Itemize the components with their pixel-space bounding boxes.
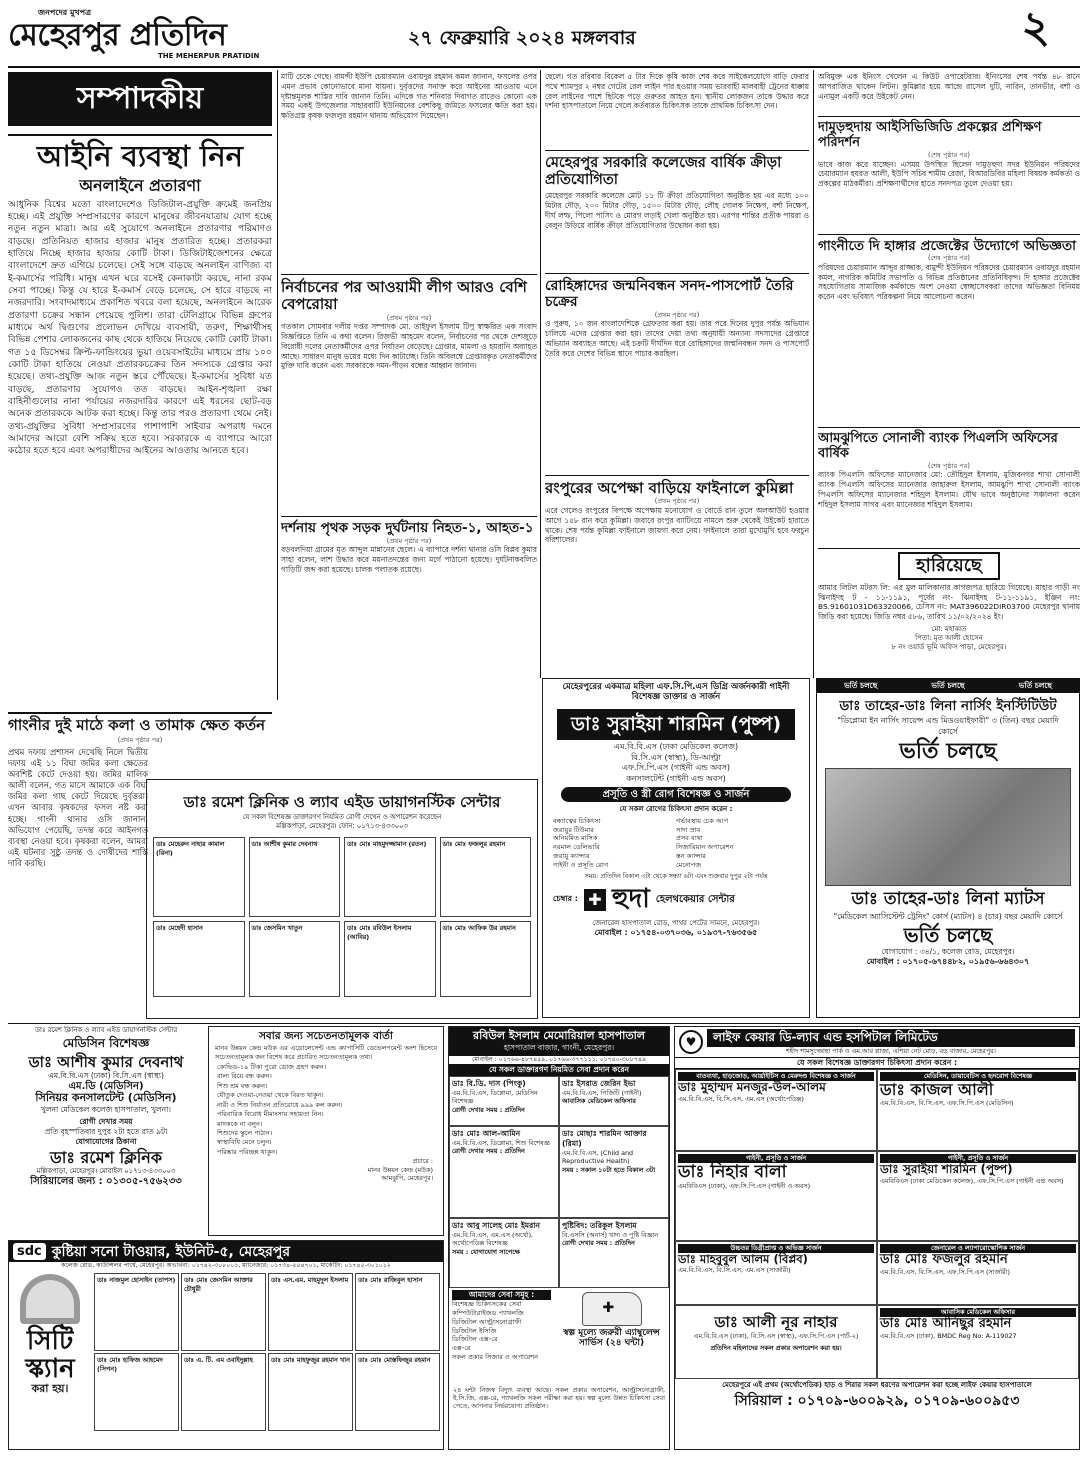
ad-lifecare-doctor-name: ডাঃ আলী নূর নাহার bbox=[714, 1313, 838, 1332]
ad-robiul-service: এক্স-রে bbox=[452, 1344, 471, 1353]
notice-awareness-item: মাদককে না বলুন। bbox=[217, 1119, 263, 1128]
ad-sharmin-chamber-label: চেম্বার : bbox=[553, 894, 578, 904]
ad-sono-doctor-name: ডাঃ নাজমুল হোসাইন (তাপস) bbox=[97, 1276, 176, 1285]
ambulance-cross: ✚ bbox=[602, 1299, 615, 1316]
ad-lifecare-serial: সিরিয়াল : ০১৭০৯-৬০০৯২৯, ০১৭০৯-৬০০৯৫৩ bbox=[734, 1392, 1020, 1409]
ad-sono-doctor-name: ডাঃ এ. টি. এম ওবাইদুল্লাহ bbox=[184, 1356, 253, 1365]
lost-notice bbox=[818, 548, 1080, 676]
ad-sono-doctor bbox=[181, 1353, 266, 1431]
ad-sono-logo: sdc bbox=[13, 1243, 46, 1260]
ad-ramesh-grid bbox=[147, 831, 537, 1003]
col4-headline-2: গাংনীতে দি হাঙ্গার প্রজেক্টের উদ্যোগে অভিজ্ঞতা bbox=[818, 234, 1080, 255]
ad-sharmin-list-title: যে সকল রোগের চিকিৎসা প্রদান করেন : bbox=[619, 805, 733, 814]
col2-body-1: গতকাল সোমবার দলীয় দপ্তর সম্পাদক মো. তাইফুল ইসলাম টিপু স্বাক্ষরিত এক সংবাদ বিজ্ঞপ্তিতে তিনি এ কথা বলেন। রিজভী আহমেদ বলেন, নির্বাচনের পর থেকে দেশজুড়ে বিরোধী দলের নেতাকর্মীদের ওপর নির্যাতন বেড়েছে। গ্রেপ্তার, মামলা ও হয়রানি অব্যাহত আছে। সাধারণ মানুষ ভয়ের মধ্যে দিন কাটাচ্ছে। তিনি অবিলম্বে গ্রেপ্তারকৃত নেতাকর্মীদের মুক্তি দাবি করেন এবং সরকারকে দমন-পীড়ন বন্ধের আহ্বান জানান। bbox=[281, 322, 537, 371]
col4-continued-3: (শেষ পৃষ্ঠার পর) bbox=[928, 461, 970, 470]
notice-awareness-item: বাল্য বিয়ে বন্ধ করুন। bbox=[217, 1072, 272, 1081]
ad-medicine-contact-h: যোগাযোগের ঠিকানা bbox=[75, 1136, 137, 1146]
ad-lifecare-doctor bbox=[675, 1305, 877, 1379]
notice-awareness-footer bbox=[209, 1157, 443, 1182]
ad-robiul-service: ডিজিটাল এক্স-রে bbox=[452, 1335, 498, 1344]
ad-lifecare-doctor-name: ডাঃ নিহার বালা bbox=[678, 1161, 787, 1182]
story-tobacco-continued: (প্রথম পৃষ্ঠার পর) bbox=[117, 736, 163, 745]
ad-medicine-time-h: রোগী দেখার সময় bbox=[79, 1116, 133, 1126]
ad-lifecare-note: প্রতিদিন মহিলাদের সকল প্রকার অপারেশন করা হয়। bbox=[710, 1343, 842, 1352]
ad-medicine-addr: মল্লিকপাড়া, মেহেরপুর। মোবাইল ০১৭১৩-৪৩৩০০৩ bbox=[36, 1167, 176, 1175]
ad-robiul-doctor bbox=[449, 1218, 559, 1288]
ad-sharmin-item: জরায়ুর টিউমার bbox=[553, 825, 594, 834]
col3-headline-3: রংপুরের অপেক্ষা বাড়িয়ে ফাইনালে কুমিল্লা bbox=[545, 475, 809, 497]
ad-medicine-md: এম.ডি (মেডিসিন) bbox=[68, 1080, 144, 1092]
ad-robiul-ambulance-text: স্বল্প মূল্যে জরুরী এ্যাম্বুলেন্স সার্ভিস (২৪ ঘন্টা) bbox=[563, 1327, 660, 1348]
ad-lifecare-doctor-info: এম.বি.বি.এস, বি.সি.এস, এফ.সি.পি.এস (মেডিসিন) bbox=[880, 1099, 1014, 1108]
ad-robiul-doctor-time: রোগী দেখার সময় : প্রতিদিন bbox=[562, 1239, 635, 1248]
col3-body-1: মেহেরপুর সরকারি কলেজে মোট ১১ টি ক্রীড়া প্রতিযোগিতা অনুষ্ঠিত হয় এর মধ্যে ১০০ মিটার দৌড়, ২০০ মিটার দৌড়, ১৫০০ মিটার দৌড়, লৌহ গোলক নিক্ষেপ, বর্শা নিক্ষেপ, দীর্ঘ লম্ফ, পিলো পাসিং ও মোরগ লড়াই খেলা অনুষ্ঠিত হয়। এরপর শান্তির প্রতীক পায়রা ও বেলুন উড়িয়ে বার্ষিক ক্রীড়া প্রতিযোগিতার উদ্বোধন করা হয়। bbox=[545, 191, 809, 230]
ad-ramesh-doctor-name: ডাঃ জেসমিন খাতুন bbox=[251, 924, 303, 933]
ad-robiul-doctor-info: এম.বি.বি.এস, ডিপ্লোমা, শিশু বিশেষজ্ঞ bbox=[452, 1138, 550, 1147]
ad-robiul-doctor-info: এম.বি.বি.এস, ডিপ্লোমা, মেডিসিন বিশেষজ্ঞ bbox=[452, 1088, 538, 1106]
ad-sono-doctor bbox=[181, 1273, 266, 1351]
notice-awareness-item: কোভিড-১৯ টিকা পুরো ডোজ গ্রহণ করুন। bbox=[217, 1062, 327, 1071]
lost-notice-sig-name: মো: মহাব্বত bbox=[931, 624, 967, 633]
ad-lifecare-header bbox=[675, 1027, 1079, 1057]
ad-robiul-doctor bbox=[559, 1076, 669, 1126]
ambulance-icon bbox=[582, 1292, 642, 1326]
ad-sharmin-top: মেহেরপুরের একমাত্র মহিলা এফ.সি.পি.এস ডিগ্রি অর্জনকারী গাইনী বিশেষজ্ঞ ডাক্তার ও সার্জন bbox=[562, 682, 790, 702]
column-3 bbox=[545, 72, 809, 672]
col4-body-3: ব্যাংক পিএলসি অফিসের ম্যানেজার মো: তৌহিদুল ইসলাম, মুজিবনগর শাখা সোনালী ব্যাংক পিএলসি অফিসের ম্যানেজার জাহারুল ইসলাম, আমঝুপি শাখা সোনালী ব্যাংক পিএলসি অফিসের ম্যানেজার শহিদুল ইসলাম। যৌথ ভাবে অনুষ্ঠানের সঞ্চালনা করেন শহিদুল ইসলাম সাগর এবং ম্যানেজার শহিদুল ইসলাম। bbox=[818, 470, 1080, 509]
ad-lifecare-doctor-name: ডাঃ মোঃ ফজলুর রহমান bbox=[880, 1251, 1008, 1267]
ad-sharmin-item: মেনোপজ bbox=[676, 861, 702, 870]
ad-sono-grid bbox=[91, 1270, 443, 1434]
ad-sharmin-item: সাদা স্রাব bbox=[676, 825, 701, 834]
ad-sharmin-center: হুদা bbox=[611, 884, 650, 915]
masthead-title-en: THE MEHERPUR PRATIDIN bbox=[158, 52, 260, 60]
editorial-section-title: সম্পাদকীয় bbox=[76, 81, 204, 117]
ad-medicine-name: ডাঃ আশীষ কুমার দেবনাথ bbox=[28, 1052, 184, 1071]
ad-ramesh-title: ডাঃ রমেশ ক্লিনিক ও ল্যাব এইড ডায়াগনস্টিক সেন্টার bbox=[183, 793, 501, 811]
notice-awareness-item: স্বাস্থ্যবিধি মেনে চলুন। bbox=[217, 1138, 272, 1147]
ad-lifecare-list-h: যে সকল বিশেষজ্ঞ ডাক্তারগণ চিকিৎসা প্রদান করেন : bbox=[675, 1057, 1079, 1069]
ad-medicine-time: প্রতি বৃহস্পতিবার দুপুর ২টা হতে রাত ৯টা bbox=[44, 1126, 168, 1136]
ad-robiul-doctor-info: এম.বি.বি.এস, পিজিটি (গাইনী) bbox=[562, 1088, 642, 1097]
col2-continued-2: (প্রথম পৃষ্ঠার পর) bbox=[386, 536, 432, 545]
ad-sharmin-spec-wrap bbox=[561, 787, 791, 803]
ad-ramesh-doctor-name: ডাঃ মোঃ রবিউল ইসলাম (আবির) bbox=[347, 924, 412, 941]
ad-lifecare-doctor-dept: বাতব্যথা, হাড়জোড়, আর্থ্রাইটিস ও মেরুদণ্ড বিশেষজ্ঞ ও সার্জন bbox=[678, 1072, 874, 1080]
ad-nursing-name: ডাঃ তাহের-ডাঃ লিনা নার্সিং ইনস্টিটিউট bbox=[839, 697, 1057, 714]
lost-notice-sig-father: পিতা: মৃত আলী হোসেন bbox=[915, 633, 983, 642]
col3-body-2: ও পুরুষ, ১০ জন বাংলাদেশিকে গ্রেফতার করা হয়। তার পরে দিনের দুপুর পর্যন্ত অভিযান চালিয়ে এদের গ্রেপ্তার করা হয়। তাদের দেয়া তথ্য অনুযায়ী অন্যান্য সদস্যদের গ্রেপ্তারে অভিযান অব্যাহত আছে। এই চক্রটি দীর্ঘদিন ধরে রোহিঙ্গাদের জন্মনিবন্ধন সনদ ও পাসপোর্ট তৈরি করে দেশের বিভিন্ন স্থানে পাচার করছিল। bbox=[545, 319, 809, 358]
ad-robiul-services-row bbox=[449, 1288, 669, 1384]
masthead bbox=[8, 6, 1080, 66]
masthead-tagline: জনপদের মুখপত্র bbox=[38, 8, 91, 17]
ad-nursing-cta2: ভর্তি চলছে bbox=[903, 923, 993, 948]
ad-sono-doctor bbox=[355, 1273, 440, 1351]
ad-sono-tower bbox=[8, 1240, 444, 1450]
ad-robiul-doctor-time: রোগী দেখার সময় : প্রতিদিন bbox=[452, 1147, 525, 1156]
ad-dr-sharmin bbox=[542, 678, 810, 1018]
ad-medicine-hosp: খুলনা মেডিকেল কলেজ হাসপাতাল, খুলনা। bbox=[41, 1105, 171, 1115]
ad-robiul-service: বিশেষজ্ঞ চিকিৎসকের সেবা bbox=[452, 1299, 522, 1308]
ad-robiul-doctor bbox=[559, 1218, 669, 1288]
ad-lifecare-doctor bbox=[877, 1241, 1079, 1305]
ad-nursing-top bbox=[817, 679, 1079, 693]
ad-sharmin-deg4: কনসালটেন্ট (গাইনী এন্ড অবস) bbox=[626, 773, 726, 783]
ad-robiul-doctor-time: রোগী দেখার সময় : প্রতিদিন bbox=[452, 1105, 525, 1114]
ad-medicine-clinic: ডাঃ রমেশ ক্লিনিক bbox=[49, 1147, 163, 1167]
ad-ramesh-doctor bbox=[153, 921, 245, 997]
ad-sharmin-chamber bbox=[543, 880, 809, 918]
ad-sono-title: কুষ্টিয়া সনো টাওয়ার, ইউনিট-৫, মেহেরপুর bbox=[51, 1243, 291, 1260]
notice-awareness-item: যৌতুক দেওয়া-নেওয়া থেকে বিরত থাকুন। bbox=[217, 1091, 324, 1100]
ad-lifecare-doctor-dept: উচ্চতর ডিগ্রীপ্রাপ্ত ও অভিজ্ঞ সার্জন bbox=[678, 1244, 874, 1252]
notice-awareness-list bbox=[209, 1063, 443, 1157]
ad-sharmin-name-wrap bbox=[557, 709, 795, 741]
ad-lifecare-doctor-info: এম.বি.বি.এস, বি.সি.এস, এম.এস (অর্থোপেডিক্স) bbox=[678, 1094, 804, 1103]
ad-medicine-top: ডাঃ রমেশ ক্লিনিক ও ল্যাব এইড ডায়াগনস্টিক সেন্টার bbox=[34, 1026, 178, 1034]
ad-sharmin-item: স্তন ক্যান্সার bbox=[676, 852, 706, 861]
notice-awareness-item: পরিষ্কার পরিচ্ছন্ন থাকুন। bbox=[217, 1147, 278, 1156]
ad-robiul-doctor-info: এম.বি.বি.এস, এম.এস (অর্থো), অর্থোপেডিক্স বিশেষজ্ঞ bbox=[452, 1230, 534, 1248]
ad-robiul-footer: ২৪ ঘন্টা নিজস্ব বিদ্যুৎ ব্যবস্থা আছে। সকল প্রকার অপারেশন, আল্ট্রাসনোগ্রাফী, ই.সি.জি, এক্স-রে, প্যাথলজি সকল পরীক্ষা করা হয়। স্বল্প মূল্যে উন্নত চিকিৎসা সেবা পেতে, আপনার নির্ভরযোগ্য প্রতিষ্ঠান। bbox=[453, 1385, 665, 1411]
ad-sharmin-item: প্রসব ব্যথা bbox=[676, 834, 703, 843]
ad-robiul-list-h: যে সকল ডাক্তারগণ নিয়মিত সেবা প্রদান করেন bbox=[449, 1064, 669, 1076]
lost-notice-body: আমার লিটল মটরস লি: এর মুল মালিকানার কাগজপত্র হারিয়ে গিয়েছে। যাহার গাড়ী নং ঝিনাইদহ ট - ১১-১১৯১, পূর্বের নং- ঝিনাইদহ ট-১১-১১৯১, ইঞ্জিন নং: BS.91601031D63320066, চেসিস নং: MAT396022DIR03700 মেহেরপুর থানায় জিডি করা হয়েছে। জিডি নম্বর ৫৮৬, তারিখ ১১/০২/২০২৪ ইং। bbox=[818, 582, 1080, 622]
ad-lifecare-doctor-info: এম.বি.বি.এস (ঢাকা), BMDC Reg No: A-119027 bbox=[880, 1331, 1017, 1340]
page-number: ২ bbox=[1021, 6, 1050, 53]
ad-robiul-doctor-info: এম.বি.বি.এস, (Child and Reproductive Health) bbox=[562, 1148, 634, 1166]
lost-notice-signature bbox=[818, 625, 1080, 652]
ad-robiul-grid bbox=[449, 1076, 669, 1288]
ad-ramesh-clinic bbox=[146, 779, 538, 1019]
ad-robiul-doctor-name: পুষ্টিবিদ: তরিকুল ইসলাম bbox=[562, 1220, 637, 1230]
story-tobacco-body: প্রথম দফায় প্রশাসন দেখেছি নিলে দ্বিতীয় দফায় এই ১১ বিঘা জমির কলা ক্ষেতের অবশিষ্ট কেটে দেওয়া হয়। জমির মালিক আলী বলেন, গত মাসে আমাকে এক বিঘা জমির কলা গাছ কেটে দিয়েছে দুর্বৃত্তরা। এখন আবার কৃষকদের ফসল নষ্ট করা হচ্ছে। গাংনী থানার ওসি জানান, অভিযোগ পেয়েছি, তদন্ত করে আইনগত ব্যবস্থা নেওয়া হবে। কৃষকরা বলেন, আমরা এই ঘটনার সুষ্ঠু তদন্ত ও দোষীদের শাস্তি দাবি করছি। bbox=[8, 746, 148, 868]
ad-sono-doctor bbox=[268, 1353, 353, 1431]
ad-robiul-title: রবিউল ইসলাম মেমোরিয়াল হাসপাতাল bbox=[473, 1029, 645, 1042]
story-tobacco-headline: গাংনীর দুই মাঠে কলা ও তামাক ক্ষেত কর্তন bbox=[8, 712, 272, 734]
ad-lifecare-doctor-info: এমবিবিএস (ঢাকা মেডিকেল কলেজ), এফ.সি.পি.এস (গাইনী এন্ড অবস) bbox=[880, 1176, 1064, 1185]
ad-sono-header bbox=[9, 1241, 443, 1262]
ad-ramesh-doctor bbox=[344, 921, 436, 997]
ad-sono-doctor-name: ডাঃ এস.এম. মাহমুদুল ইসলাম bbox=[271, 1276, 349, 1285]
ad-lifecare-doctor-dept: মেডিসিন, ডায়াবেটিস ও হৃদরোগ বিশেষজ্ঞ bbox=[880, 1072, 1076, 1080]
ad-ramesh-doctor bbox=[440, 837, 532, 917]
ad-sono-doctor bbox=[94, 1353, 179, 1431]
col3-continued-3: (প্রথম পৃষ্ঠার পর) bbox=[654, 497, 700, 506]
ad-sharmin-degrees bbox=[543, 742, 809, 784]
ad-robiul-service: সকল প্রকার সিজার ও অপারেশন bbox=[452, 1353, 539, 1362]
ad-sono-side bbox=[9, 1270, 91, 1434]
ad-sono-doctor-name: ডাঃ মোঃ হাফিজ আহমেদ (সিপন) bbox=[97, 1356, 163, 1373]
notice-awareness bbox=[208, 1026, 444, 1236]
ad-robiul-doctor-time: সময় : সকাল ১০টা হতে বিকাল ৩টা bbox=[562, 1165, 656, 1174]
ad-sono-doctor-name: ডাঃ মোঃ রাজিবুল হাসান bbox=[358, 1276, 423, 1285]
ad-sharmin-spec: প্রসূতি ও স্ত্রী রোগ বিশেষজ্ঞ ও সার্জন bbox=[602, 788, 750, 800]
ad-ramesh-doctor-name: ডাঃ মেহেদী হাসান bbox=[156, 924, 203, 933]
ad-sharmin-name: ডাঃ সুরাইয়া শারমিন (পুষ্প) bbox=[570, 712, 782, 735]
ad-lifecare-doctor-info: এম.বি.বি.এস, বি.সি.এস, এম.এস (সার্জারী) bbox=[678, 1265, 791, 1274]
ad-ramesh-doctor-name: ডাঃ মোঃ মাহমুদজ্জামান (রতন) bbox=[347, 840, 427, 849]
ad-lifecare-doctor-name: ডাঃ কাজল আলী bbox=[880, 1079, 994, 1099]
ad-sharmin-item: গাইনী ও প্রসূতি রোগ bbox=[553, 861, 609, 870]
editorial-subhead: অনলাইনে প্রতারণা bbox=[79, 176, 201, 196]
ad-sono-doctor bbox=[94, 1273, 179, 1351]
notice-awareness-item: নারী ও শিশু নির্যাতন প্রতিরোধে ৯৯৯ কল করুন। bbox=[217, 1100, 343, 1109]
ad-sharmin-deg1: এম.বি.বি.এস (ঢাকা মেডিকেল কলেজ) bbox=[613, 742, 739, 752]
lost-notice-title-wrap bbox=[818, 552, 1080, 580]
ad-sharmin-visit: সময়: প্রতিদিন বিকাল ৩টা থেকে সন্ধ্যা ৬টা এবং শুক্রবার দুপুর ২টা পর্যন্ত bbox=[584, 872, 768, 881]
lifecare-logo-icon: ♥ bbox=[679, 1030, 703, 1054]
notice-awareness-footer-1: প্রচারে : bbox=[412, 1157, 433, 1166]
ad-lifecare-title: লাইফ কেয়ার ডি-ল্যাব এন্ড হসপিটাল লিমিটেড bbox=[707, 1029, 1075, 1047]
col4-headline-3: আমঝুপিতে সোনালী ব্যাংক পিএলসি অফিসের বার্ষিক bbox=[818, 427, 1080, 462]
masthead-date: ২৭ ফেব্রুয়ারি ২০২৪ মঙ্গলবার bbox=[408, 27, 636, 49]
ad-medicine-serial: সিরিয়ালের জন্য : ০১৩০৫-৭৫৬২৩৩ bbox=[30, 1175, 182, 1187]
ad-nursing-contact: যোগাযোগ : ৩৪/১, কলেজ রোড, মেহেরপুর। bbox=[881, 947, 1015, 957]
ad-ramesh-doctor-name: ডাঃ আশীষ কুমার দেবনাথ bbox=[251, 840, 318, 849]
col4-top-body: অবিমুক্ত এক ইনিংস খেলেন এ কিউট ওপারেটরার। ইনিংসের শেষ পর্যন্ত ৪৮ রানে আপরাজিত থাকেন লিটন। কুমিল্লার হয়ে আন্দ্রে রাসেল দুটি, নারিন, তানভীর, বর্শা ও এনামুল একটি করে উইকেট নেন। bbox=[818, 72, 1080, 101]
ad-sono-doctor-name: ডাঃ মোঃ মোস্তফিজুর রহমান bbox=[358, 1356, 431, 1365]
ad-robiul-doctor-info: বি.এসসি (অনার্স) খাদ্য ও পুষ্টি বিজ্ঞান bbox=[562, 1230, 659, 1239]
ad-sono-addr: কলেজ রোড, কাউন্সিলর পার্শ্বে, মেহেরপুর। অভ্যর্থনা: ০১৭৪২-৩০৮০০১, ম্যানেজার: ০১৭৩৪-৫৫৪৭০১, মার্কেটিং: ০১৭৪৫-৩০১০১২ bbox=[61, 1262, 391, 1270]
ad-robiul-doctor-name: ডাঃ মোঃ আল-আমিন bbox=[452, 1128, 521, 1138]
ad-lifecare-doctor-name: ডাঃ মুহাম্মদ মনজুর-উল-আলম bbox=[678, 1079, 826, 1094]
lost-notice-title: হারিয়েছে bbox=[898, 552, 1000, 580]
col3-headline-2: রোহিঙ্গাদের জন্মনিবন্ধন সনদ-পাসপোর্ট তৈরি চক্রের bbox=[545, 273, 809, 310]
ad-sono-side-sub: করা হয়। bbox=[31, 1381, 69, 1395]
col4-body-2: পরিষদের চেয়ারম্যান আব্দুর রাজ্জাক, বামুন্দী ইউনিয়ন পরিষদের চেয়ারম্যান ওবায়দুর রহমান কমল, নাগরিক কমিটির সভাপতি ও বিভিন্ন প্রতিষ্ঠানের প্রতিনিধিবৃন্দ। দি হাঙ্গার প্রজেক্টের সহযোগিতায় সামাজিক কর্মকান্ডে অংশ নেওয়া স্বেচ্ছাসেবকরা তাদের অভিজ্ঞতা বিনিময় করেন এবং ভবিষ্যৎ পরিকল্পনা নিয়ে আলোচনা করেন। bbox=[818, 262, 1080, 302]
ad-ramesh-addr: মল্লিকপাড়া, মেহেরপুর। ফোন: ০১৭১৩-৪৩৩০০৩ bbox=[276, 822, 408, 831]
ad-lifecare-doctor bbox=[675, 1151, 877, 1241]
ad-lifecare-doctor bbox=[877, 1151, 1079, 1241]
editorial-banner bbox=[8, 72, 272, 126]
ad-lifecare-doctor-name: ডাঃ সুরাইয়া শারমিন (পুষ্প) bbox=[880, 1161, 1013, 1176]
col4-body-1: ভাবে কাজ করে যাচ্ছেন। এসময় উপস্থিত ছিলেন দামুড়হুদা সদর ইউনিয়ন পরিষদের চেয়ারম্যান হযরত আলী, ইউপি সচিব শামীম রেজা, বিআরডিবির মহিলা বিষয়ক কর্মকর্তা ও প্রকল্পের মাঠকর্মীরা। প্রশিক্ষণার্থীদের হাতে সনদপত্র তুলে দেওয়া হয়। bbox=[818, 159, 1080, 189]
notice-awareness-footer-2: মানব উন্নয়ন কেন্দ্র (মউক) bbox=[367, 1165, 433, 1174]
ad-ramesh-doctor-name: ডাঃ মোঃ আফিক উর রহমান bbox=[442, 924, 516, 933]
ad-nursing-top-1: ভর্তি চলছে bbox=[844, 681, 878, 690]
column-2 bbox=[281, 72, 537, 772]
ad-robiul-service: ডিজিটাল ইসিজি bbox=[452, 1326, 497, 1335]
ad-lifecare-grid bbox=[675, 1069, 1079, 1379]
col2-headline-1: নির্বাচনের পর আওয়ামী লীগ আরও বেশি বেপরোয়া bbox=[281, 274, 537, 314]
column-4 bbox=[818, 72, 1080, 542]
ad-lifecare-doctor bbox=[675, 1069, 877, 1151]
ad-nursing-name2: ডাঃ তাহের-ডাঃ লিনা ম্যাটস bbox=[851, 889, 1045, 910]
ad-lifecare-doctor-dept: জেনারেল ও ল্যাপারোস্কোপিক সার্জন bbox=[880, 1244, 1076, 1252]
ad-nursing-course: "ডিপ্লোমা ইন নার্সিং সায়েন্স এন্ড মিডওয়াইফারী" ৩ (তিন) বছর মেয়াদি কোর্সে bbox=[837, 716, 1059, 736]
ad-lifecare-doctor bbox=[675, 1241, 877, 1305]
editorial-body: আধুনিক বিশ্বের মতো বাংলাদেশেও ডিজিটাল-প্রযুক্তি ক্রমেই জনপ্রিয় হচ্ছে। এই প্রযুক্তি সম্প্রসারণের কারণে মানুষের জীবনযাত্রায় যোগ হচ্ছে নতুন নতুন মাত্রা। আর এই সুযোগে অনলাইনে প্রতারণার পরিমাণও বাড়ছে। প্রতিনিয়ত হাজার হাজার মানুষ প্রতারিত হচ্ছে। প্রতারকরা হাতিয়ে নিচ্ছে হাজার হাজার কোটি টাকা। ডিজিটাইজেশনের ক্ষেত্রে বাংলাদেশে দ্রুত এগিয়ে চলেছে। সেই সঙ্গে বাড়ছে অনলাইন বাণিজ্য বা ই-কমার্সের পরিধি। মানুষ এখন ঘরে বসেই কেনাকাটা করছে, নানা রকম সেবা পাচ্ছে। কিন্তু যে হারে ই-কমার্স বেড়ে চলেছে, সে হারে বাড়ছে না নজরদারি। সংবাদমাধ্যমে প্রকাশিত খবরে বলা হয়েছে, অনলাইনে আরেক প্রতারণা চক্রের সন্ধান পেয়েছে পুলিশ। তারা টেলিগ্রামে বিভিন্ন গ্রুপের মাধ্যমে অর্থ দ্বিগুণের প্রলোভন দেখিয়ে ব্যবসায়ী, তরুণ, শিক্ষার্থীসহ বিভিন্ন পেশার লোকজনের কাছ থেকে হাতিয়ে নিয়েছে কোটি কোটি টাকা। গত ১৫ ডিসেম্বর ক্রিপ্ট-ফান্ডিংয়ের ভুয়া ওয়েবসাইটের মাধ্যমে প্রায় ১০০ কোটি টাকা হাতিয়ে নেওয়া প্রতারকচক্রের তিন সদস্যকে গ্রেপ্তার করা হয়েছে। তথ্য-প্রযুক্তি আজ নতুন স্তরে পৌঁছেছে। ই-কমার্সের সুবিধা যত বাড়ছে, প্রতারণার সুযোগও তত বাড়ছে। আইন-শৃঙ্খলা রক্ষা বাহিনীগুলোর নানা পর্যায়ের নজরদারির কারণে এই ধরনের ছোট-বড় অনেক প্রতারককে আটক করা হচ্ছে। কিন্তু তার পরও প্রতারণা থেমে নেই। তথ্য-প্রযুক্তির সুবিধা সম্প্রসারণের পাশাপাশি সাইবার অপরাধ দমনে আমাদের আরো বেশি সক্রিয় হতে হবে। সরকারকে এ ব্যাপারে আরো কঠোর হতে হবে এবং অপরাধীদের আইনের আওতায় আনতে হবে। bbox=[8, 198, 272, 457]
col2-body-2: বড়বলদিয়া গ্রামের মৃত আব্দুল মান্নানের ছেলে। এ ব্যাপারে দর্শনা থানার ওসি বিপ্লব কুমার সাহা বলেন, লাশ উদ্ধার করে ময়নাতদন্তের জন্য মর্গে পাঠানো হয়েছে। দুর্ঘটনাকবলিত গাড়িটি জব্দ করা হয়েছে। চালক পলাতক রয়েছে। bbox=[281, 545, 537, 574]
ad-robiul-doctor-time: আবাসিক মেডিকেল অফিসার bbox=[562, 1097, 636, 1106]
ad-sharmin-list bbox=[543, 815, 809, 872]
ad-lifecare-doctor-dept: আবাসিক মেডিকেল অফিসার bbox=[880, 1308, 1076, 1316]
ad-ramesh-doctor bbox=[153, 837, 245, 917]
masthead-title: মেহেরপুর প্রতিদিন bbox=[8, 17, 227, 53]
ad-sharmin-item: নরমাল ডেলিভারি bbox=[553, 843, 600, 852]
ad-sono-doctor bbox=[268, 1273, 353, 1351]
ad-sono-doctor-name: ডাঃ মোঃ মাহফুজুর রহমান খান bbox=[271, 1356, 350, 1365]
ad-nursing-top-3: ভর্তি চলছে bbox=[1018, 681, 1052, 690]
ad-lifecare-doctor-dept: গাইনী, প্রসূতি ও সার্জন bbox=[880, 1154, 1076, 1162]
ad-lifecare-doctor-name: ডাঃ মোঃ আনিছুর রহমান bbox=[880, 1315, 1012, 1331]
ad-robiul-ambulance bbox=[554, 1288, 669, 1384]
ad-sharmin-item: গর্ভাবস্থায় চেক আপ bbox=[676, 816, 729, 825]
ad-lifecare-doctor bbox=[877, 1305, 1079, 1379]
col3-body-3: এরে গেলেও রংপুরের বিপক্ষে অপেক্ষায় মনোযোগ ও বোর্ডে রান তুলে অলআউট হওয়ার আগে ১৫৮ রান করে কুমিল্লা। জবাবে রংপুর ব্যাটিংয়ে নামলে শুরু থেকেই উইকেট হারাতে থাকে। শেষ পর্যন্ত কুমিল্লা ফাইনালে জায়গা করে নেয়। ফাইনালে তারা মুখোমুখি হবে ফরচুন বরিশালের। bbox=[545, 506, 809, 545]
ad-ramesh-sub: যে সকল বিশেষজ্ঞ ডাক্তারগণ নিয়মিত রোগী দেখেন ও অপারেশন করেছেন bbox=[242, 813, 442, 822]
ad-robiul-phone: মোবাইল : ০১৭৬৬-৪৮৭৪৫৯, ০১৭৬৬-৩৭৭১১১, ০১৭৪০-৩৮৮৭৪৯ bbox=[471, 1055, 647, 1063]
ad-nursing-top-2: ভর্তি চলছে bbox=[931, 681, 965, 690]
editorial-headline: আইনি ব্যবস্থা নিন bbox=[8, 134, 272, 173]
ad-sharmin-addr: জেনারেল হাসপাতাল রোড, পাথর পেটের সামনে, মেহেরপুর। bbox=[592, 918, 760, 927]
col2-headline-2: দর্শনায় পৃথক সড়ক দুর্ঘটনায় নিহত-১, আহত-১ bbox=[281, 516, 537, 537]
ad-lifecare-doctor-info: এমবিবিএস (ঢাকা), এফ.সি.পি.এস (গাইনী ও অবস) bbox=[678, 1182, 811, 1191]
ad-sono-doctor-name: ডাঃ মোঃ জেসমিন আক্তার চৌধুরী bbox=[184, 1276, 253, 1293]
ad-sharmin-center-sub: হেলথকেয়ার সেন্টার bbox=[655, 894, 735, 906]
ad-ramesh-doctor bbox=[344, 837, 436, 917]
col3-continued-2: (প্রথম পৃষ্ঠার পর) bbox=[654, 310, 700, 319]
col3-headline-1: মেহেরপুর সরকারি কলেজের বার্ষিক ক্রীড়া প্রতিযোগিতা bbox=[545, 150, 809, 188]
notice-awareness-footer-3: আমঝুপি, মেহেরপুর। bbox=[381, 1173, 433, 1182]
ad-robiul-service: কম্পিউটারাইজড প্যাথলজি bbox=[452, 1308, 524, 1317]
ad-ramesh-doctor-name: ডাঃ মেহেরুন নাহার কামাল (রিনা) bbox=[156, 840, 225, 857]
ad-lifecare-doctor-info: এম.বি.বি.এস, বি.সি.এস, এফ.সি.পি.এস (সার্জারী) bbox=[880, 1267, 1010, 1276]
ad-sharmin-deg2: বি.সি.এস (স্বাস্থ্য), ডি-আল্ট্রা bbox=[631, 752, 721, 762]
col2-top-body: মাটি চেকে গেছে। বামন্দী ইউপি চেয়ারম্যান ওবায়দুর রহমান কমল জানান, ফসলের ওপর এমন প্রভাব কোনোভাবে মানা যায়না। দুর্বৃত্তদের সনাক্ত করে আইনের আওতায় এনে দৃষ্টান্তমূলক শাস্তির দাবি জানান তিনি। এদিকে গত শনিবার দিবাগত রাতেও কোনো এক সময় একই উপজেলার সাহারবাটি ইউনিয়নের বেশকিছু জমিতে ফসলের ক্ষতি করা হয়। ক্ষতিগ্রস্ত কৃষক ফজলুর রহমান থানায় অভিযোগ দিয়েছেন। bbox=[281, 72, 537, 121]
ad-medicine-dept: মেডিসিন বিশেষজ্ঞ bbox=[62, 1035, 150, 1050]
ad-ramesh-doctor bbox=[440, 921, 532, 997]
ad-robiul-doctor-name: ডাঃ ইসরাত জেরিন ইভা bbox=[562, 1078, 636, 1088]
ad-robiul-services bbox=[449, 1288, 554, 1384]
ad-robiul-doctor bbox=[449, 1126, 559, 1218]
nursing-students-photo bbox=[825, 768, 1071, 886]
ad-lifecare-doctor-info: এম.বি.বি.এস (ঢাকা), বি.সি.এস (স্বাস্থ্য), এফ.সি.পি.এস (পার্ট-২) bbox=[693, 1331, 859, 1340]
lost-notice-sig-addr: ৮ নং ওয়ার্ড ভূমি অফিস পাড়া, মেহেরপুর। bbox=[891, 643, 1007, 651]
ad-sharmin-mobile: মোবাইল : ০১৭৫৪-০৩৭০৩৬, ০১৯৩৭-৭৬৩৫৬৫ bbox=[594, 928, 758, 938]
ad-robiul-doctor-name: ডাঃ মোছাঃ শারমিন আক্তার (রিমা) bbox=[562, 1128, 647, 1148]
ad-lifecare-footer: মেহেরপুরে এই প্রথম (অর্থোপেডিক) হাড় ও শিরার সকল ধরণের অপারেশন করা হচ্ছে লাইফ কেয়ার হাসপাতালে bbox=[722, 1381, 1032, 1390]
ad-robiul-doctor-name: ডাঃ আবু সালেহ মোঃ ইমরান bbox=[452, 1220, 541, 1230]
ad-robiul-doctor bbox=[449, 1076, 559, 1126]
ad-robiul-addr: হাসপাতাল বাজার, গাংনী, মেহেরপুর। bbox=[503, 1042, 615, 1052]
ad-medicine-post: সিনিয়র কনসালটেন্ট (মেডিসিন) bbox=[35, 1091, 177, 1105]
ad-nursing-course2: "মেডিকেল অ্যাসিস্টেন্ট ট্রেনিং" কোর্স (ম্যাটস) ৪ (চার) বছর মেয়াদি কোর্সে bbox=[833, 912, 1063, 922]
ad-lifecare-addr: শহীদ শামসুজ্জোহা পার্ক ও এম.আর প্লাজা, এশিয়া নেট মোড়, বড় বাজার, মেহেরপুর। bbox=[786, 1046, 996, 1055]
ad-sharmin-item: অনিয়মিত মাসিক bbox=[553, 834, 598, 843]
ad-sono-body bbox=[9, 1270, 443, 1434]
ad-lifecare-doctor-name: ডাঃ মাহবুবুল আলম (বিপ্লব) bbox=[678, 1251, 808, 1266]
notice-awareness-item: পরিবারিক বিরোধ মীমাংসায় সহায়তা নিন। bbox=[217, 1110, 324, 1119]
ad-sharmin-item: জরায়ু ক্যান্সার bbox=[553, 852, 590, 861]
col4-continued-2: (শেষ পৃষ্ঠার পর) bbox=[928, 254, 970, 263]
ad-sono-side-title: সিটি স্ক্যান bbox=[25, 1326, 75, 1384]
ad-lifecare-doctor bbox=[877, 1069, 1079, 1151]
ad-nursing-mobile: মোবাইল : ০১৭০৫-৬৭৪৪৮২, ০১৯৫৬-৬৬৪৩০৭ bbox=[866, 957, 1030, 967]
ad-robiul-hospital bbox=[448, 1026, 670, 1450]
ad-sharmin-item: বন্ধ্যাত্বের চিকিৎসা bbox=[553, 816, 601, 825]
notice-awareness-intro: মানব উন্নয়ন কেন্দ্র মউক এর এডোলেসেন্ট এন্ড ক্যাপাসিটি ডেভেলপমেন্ট অংশ হিসেবে সচেতনতামূলক জন বিশেষ করে প্রচারিত সচেতনতামূলক তথ্য। bbox=[215, 1044, 437, 1061]
editorial-column bbox=[8, 72, 272, 712]
ad-nursing bbox=[816, 678, 1080, 1018]
ad-sono-doctor bbox=[355, 1353, 440, 1431]
ad-robiul-doctor-name: ডাঃ বি.ডি. দাস (পিংকু) bbox=[452, 1078, 526, 1088]
ad-medicine-deg: এম.বি.বি.এস (ঢাকা) বি.সি.এস (স্বাস্থ্য) bbox=[48, 1071, 164, 1081]
ad-robiul-doctor bbox=[559, 1126, 669, 1218]
ad-ramesh-doctor-name: ডাঃ মোঃ ফজলুর রহমান bbox=[442, 840, 506, 849]
ad-sharmin-deg3: এফ.সি.পি.এস (গাইনী এন্ড অবস) bbox=[621, 763, 731, 773]
ad-lifecare-hospital bbox=[674, 1026, 1080, 1450]
ad-medicine bbox=[8, 1026, 204, 1236]
col4-headline-1: দামুড়হুদায় আইসিভিজিডি প্রকল্পের প্রশিক্ষণ পরিদর্শন bbox=[818, 116, 1080, 151]
col4-continued-1: (শেষ পৃষ্ঠার পর) bbox=[928, 150, 970, 159]
col3-top-body: ছেলে। গত রবিবার বিকেল ৫ টার দিকে কৃষি কাজ শেষ করে সাইকেলযোগে বাড়ি ফেরার পথে শ্যামপুর ২ নম্বর গেটের রেল লাইন পার হওয়ার সময় ভারবাহী মালবাহী ট্রেনের ধাক্কায় রেল লাইনের পাশে ছিটকে পড়ে গুরুতর আহত হন। স্থানীয় লোকজন তাকে উদ্ধার করে দর্শনা হাসপাতালে নিয়ে গেলে কর্তব্যরত চিকিৎসক তাকে প্রাথমিক চিকিৎসা দেন। bbox=[545, 72, 809, 111]
ad-sharmin-item: সিজারিয়ান অপারেশন bbox=[676, 843, 734, 852]
ct-scanner-icon bbox=[20, 1274, 80, 1324]
ad-robiul-doctor-time: সময় : যোগাযোগ সাপেক্ষে bbox=[452, 1247, 520, 1256]
ad-lifecare-doctor-dept: গাইনী, প্রসূতি ও সার্জন bbox=[678, 1154, 874, 1162]
ad-nursing-cta: ভর্তি চলছে bbox=[899, 738, 997, 765]
ad-robiul-header bbox=[449, 1027, 669, 1056]
notice-awareness-item: শিশুদের স্কুলে পাঠান। bbox=[217, 1128, 273, 1137]
hospital-cross-icon: ✚ bbox=[584, 889, 606, 911]
ad-robiul-service: ডিজিটাল আল্ট্রাসনোগ্রাফী bbox=[452, 1317, 522, 1326]
notice-awareness-item: শিশু শ্রম বন্ধ করুন। bbox=[217, 1081, 268, 1090]
ad-ramesh-doctor bbox=[249, 921, 341, 997]
notice-awareness-title: সবার জন্য সচেতনতামূলক বার্তা bbox=[259, 1030, 393, 1042]
ad-robiul-services-h: আমাদের সেবা সমূহ : bbox=[452, 1290, 551, 1300]
col2-continued-1: (প্রথম পৃষ্ঠার পর) bbox=[386, 313, 432, 322]
ad-ramesh-doctor bbox=[249, 837, 341, 917]
